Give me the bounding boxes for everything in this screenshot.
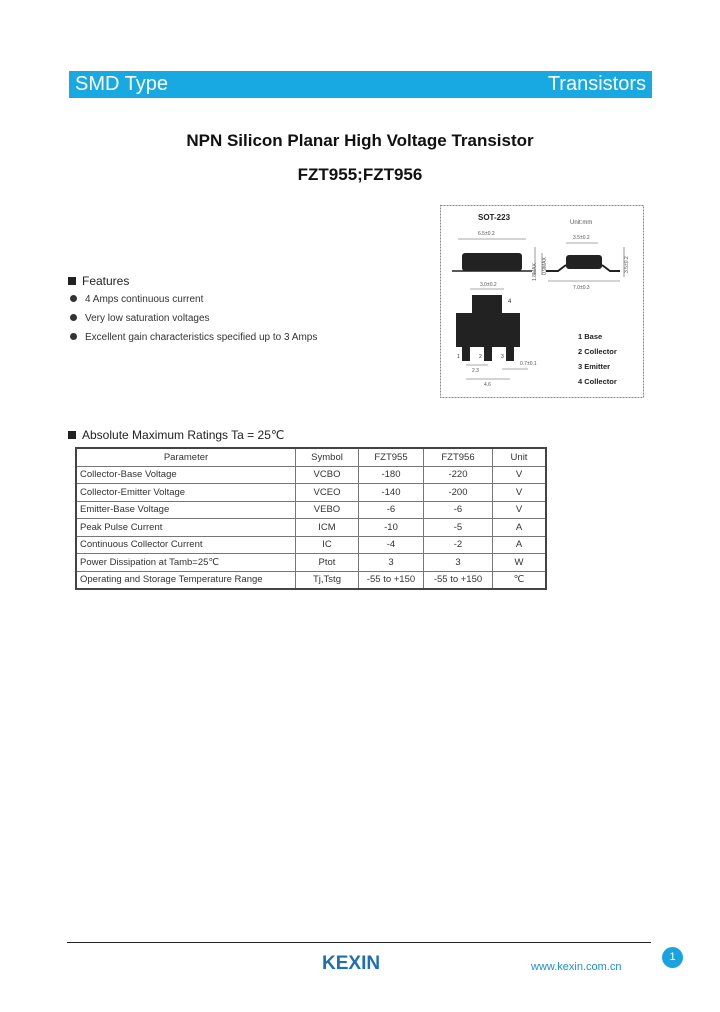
cell-unit: V xyxy=(493,484,547,502)
cell-parameter: Operating and Storage Temperature Range xyxy=(76,571,296,589)
cell-parameter: Power Dissipation at Tamb=25℃ xyxy=(76,554,296,572)
cell-symbol: VEBO xyxy=(296,501,359,519)
svg-text:2.3: 2.3 xyxy=(472,368,479,374)
cell-parameter: Collector-Emitter Voltage xyxy=(76,484,296,502)
feature-item: Very low saturation voltages xyxy=(70,313,210,324)
ratings-table xyxy=(75,447,547,590)
cell-symbol: VCEO xyxy=(296,484,359,502)
cell-symbol: ICM xyxy=(296,519,359,537)
square-bullet-icon xyxy=(68,431,76,439)
svg-text:3.0±0.2: 3.0±0.2 xyxy=(480,282,497,288)
col-unit: Unit xyxy=(493,448,547,466)
table-header-row xyxy=(76,448,546,466)
cell-unit: A xyxy=(493,536,547,554)
diagram-frame xyxy=(441,206,644,398)
cell-parameter: Continuous Collector Current xyxy=(76,536,296,554)
unit-label: Unit:mm xyxy=(570,220,593,226)
svg-text:2: 2 xyxy=(479,354,482,360)
svg-text:3 Emitter: 3 Emitter xyxy=(578,362,611,371)
side-view-left xyxy=(452,231,538,281)
table-row xyxy=(76,466,546,484)
svg-text:0.9MAX: 0.9MAX xyxy=(542,257,548,275)
footer-divider xyxy=(67,942,651,943)
svg-text:4 Collector: 4 Collector xyxy=(578,377,617,386)
svg-text:3: 3 xyxy=(501,354,504,360)
svg-text:4: 4 xyxy=(508,299,512,305)
cell-fzt955: -140 xyxy=(359,484,424,502)
page-number-badge: 1 xyxy=(662,947,683,968)
top-view xyxy=(456,282,537,388)
svg-text:1 Base: 1 Base xyxy=(578,332,603,341)
col-fzt956: FZT956 xyxy=(424,448,493,466)
cell-fzt955: 3 xyxy=(359,554,424,572)
table-row xyxy=(76,554,546,572)
square-bullet-icon xyxy=(68,277,76,285)
table-row xyxy=(76,501,546,519)
table-row xyxy=(76,536,546,554)
svg-text:4.6: 4.6 xyxy=(484,382,491,388)
cell-symbol: Tj,Tstg xyxy=(296,571,359,589)
bullet-icon xyxy=(70,314,77,321)
page-title: NPN Silicon Planar High Voltage Transistor xyxy=(186,131,534,150)
part-numbers: FZT955;FZT956 xyxy=(297,165,423,184)
cell-fzt956: -55 to +150 xyxy=(424,571,493,589)
cell-symbol: Ptot xyxy=(296,554,359,572)
package-name: SOT-223 xyxy=(478,213,511,222)
side-view-right xyxy=(542,235,630,291)
features-heading: Features xyxy=(68,274,129,288)
cell-fzt955: -180 xyxy=(359,466,424,484)
cell-unit: V xyxy=(493,466,547,484)
table-row xyxy=(76,571,546,589)
svg-text:0.7±0.1: 0.7±0.1 xyxy=(520,361,537,367)
svg-text:2 Collector: 2 Collector xyxy=(578,347,617,356)
col-symbol: Symbol xyxy=(296,448,359,466)
kexin-logo: KEXIN xyxy=(322,953,381,974)
svg-text:7.0±0.3: 7.0±0.3 xyxy=(573,285,590,291)
cell-fzt955: -55 to +150 xyxy=(359,571,424,589)
cell-unit: A xyxy=(493,519,547,537)
cell-fzt956: -200 xyxy=(424,484,493,502)
cell-fzt956: -2 xyxy=(424,536,493,554)
cell-fzt956: -5 xyxy=(424,519,493,537)
svg-text:3.5±0.2: 3.5±0.2 xyxy=(624,256,630,273)
ratings-heading: Absolute Maximum Ratings Ta = 25℃ xyxy=(68,428,284,442)
svg-text:1: 1 xyxy=(457,354,460,360)
cell-unit: W xyxy=(493,554,547,572)
svg-text:3.5±0.2: 3.5±0.2 xyxy=(573,235,590,241)
cell-parameter: Emitter-Base Voltage xyxy=(76,501,296,519)
cell-fzt955: -4 xyxy=(359,536,424,554)
cell-parameter: Peak Pulse Current xyxy=(76,519,296,537)
svg-text:6.5±0.2: 6.5±0.2 xyxy=(478,231,495,237)
package-outline-diagram xyxy=(440,205,650,400)
header-product-type: Transistors xyxy=(547,73,646,95)
cell-fzt955: -10 xyxy=(359,519,424,537)
svg-text:1.8MAX: 1.8MAX xyxy=(532,263,538,281)
table-row xyxy=(76,484,546,502)
pin-legend xyxy=(578,332,617,386)
bullet-icon xyxy=(70,295,77,302)
header-bar xyxy=(69,71,652,98)
cell-unit: ℃ xyxy=(493,571,547,589)
table-row xyxy=(76,519,546,537)
col-parameter: Parameter xyxy=(76,448,296,466)
cell-unit: V xyxy=(493,501,547,519)
website-link[interactable]: www.kexin.com.cn xyxy=(531,961,622,973)
cell-fzt956: -220 xyxy=(424,466,493,484)
cell-symbol: IC xyxy=(296,536,359,554)
cell-fzt956: -6 xyxy=(424,501,493,519)
cell-symbol: VCBO xyxy=(296,466,359,484)
feature-item: Excellent gain characteristics specified up to 3 Amps xyxy=(70,332,317,343)
bullet-icon xyxy=(70,333,77,340)
cell-parameter: Collector-Base Voltage xyxy=(76,466,296,484)
col-fzt955: FZT955 xyxy=(359,448,424,466)
feature-item: 4 Amps continuous current xyxy=(70,294,203,305)
header-category: SMD Type xyxy=(75,73,168,95)
cell-fzt955: -6 xyxy=(359,501,424,519)
cell-fzt956: 3 xyxy=(424,554,493,572)
